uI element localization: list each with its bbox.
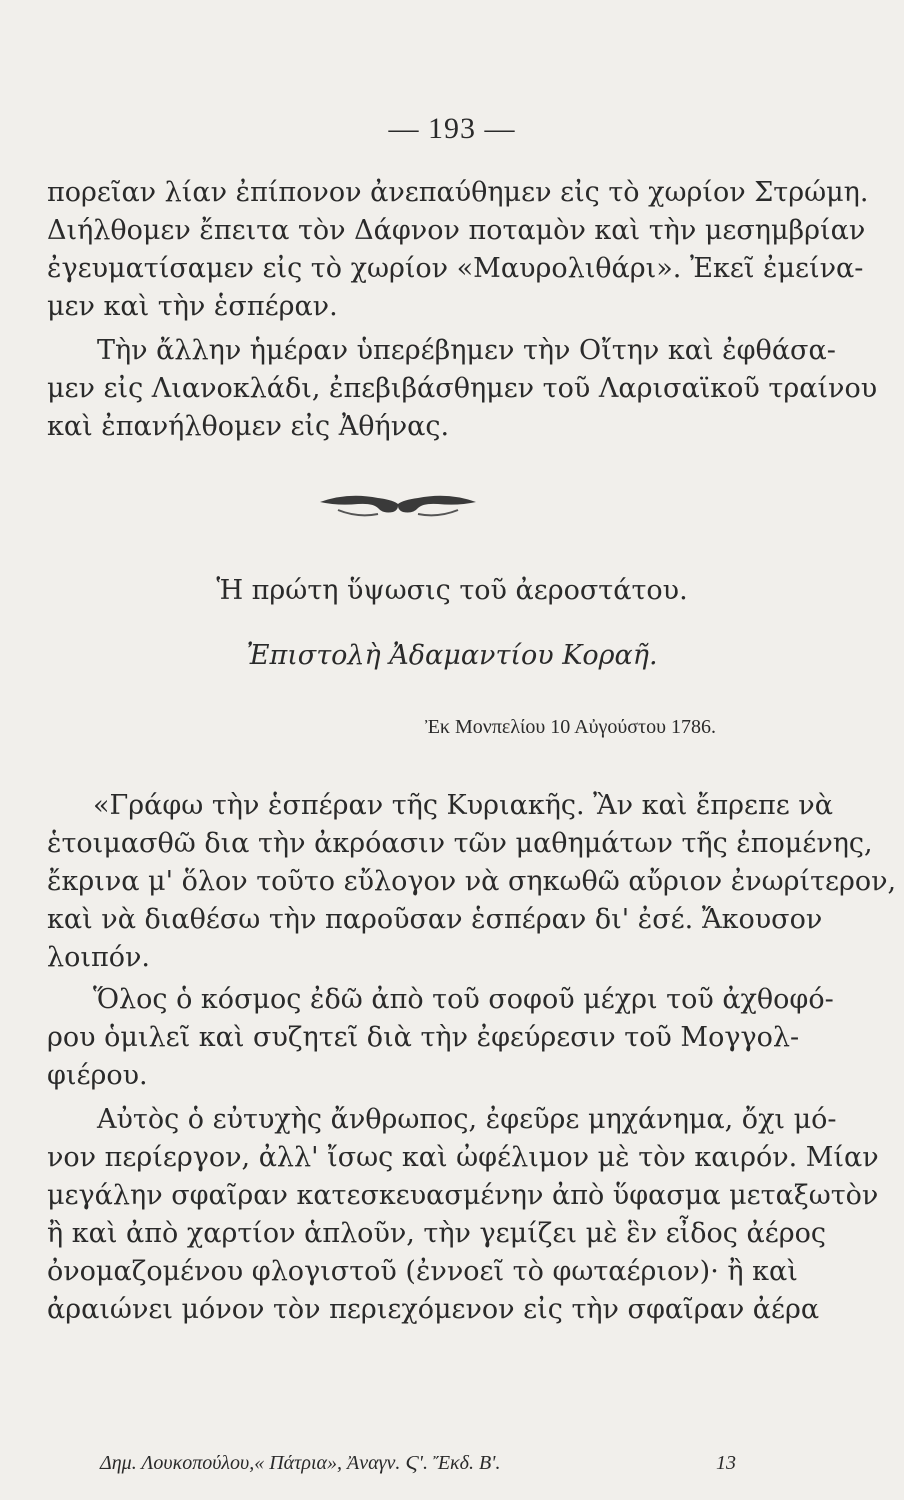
paragraph-4-line: φιέρου.	[47, 1060, 148, 1091]
paragraph-1-line: μεν καὶ τὴν ἑσπέραν.	[47, 291, 338, 322]
paragraph-5-line: ἀραιώνει μόνον τὸν περιεχόμενον εἰς τὴν σφαῖραν ἀέρα	[47, 1294, 820, 1325]
paragraph-5-line: νον περίεργον, ἀλλ' ἴσως καὶ ὠφέλιμον μὲ τὸν καιρόν. Μίαν	[47, 1142, 879, 1173]
paragraph-4-line: ρου ὁμιλεῖ καὶ συζητεῖ διὰ τὴν ἐφεύρεσιν τοῦ Μογγολ-	[47, 1022, 800, 1053]
paragraph-5-line: ὀνομαζομένου φλογιστοῦ (ἐννοεῖ τὸ φωταέριον)· ἢ καὶ	[47, 1256, 798, 1287]
paragraph-4-line: Ὅλος ὁ κόσμος ἐδῶ ἀπὸ τοῦ σοφοῦ μέχρι τοῦ ἀχθοφό-	[93, 984, 834, 1015]
paragraph-3-line: «Γράφω τὴν ἑσπέραν τῆς Κυριακῆς. Ἂν καὶ ἔπρεπε νὰ	[93, 790, 833, 821]
paragraph-5-line: Αὐτὸς ὁ εὐτυχὴς ἄνθρωπος, ἐφεῦρε μηχάνημα, ὄχι μό-	[97, 1104, 837, 1135]
paragraph-2-line: μεν εἰς Λιανοκλάδι, ἐπεβιβάσθημεν τοῦ Λαρισαϊκοῦ τραίνου	[47, 373, 878, 404]
paragraph-2-line: καὶ ἐπανήλθομεν εἰς Ἀθήνας.	[47, 411, 450, 442]
paragraph-1-line: πορεῖαν λίαν ἐπίπονον ἀνεπαύθημεν εἰς τὸ χωρίον Στρώμη.	[47, 177, 869, 208]
section-title: Ἡ πρώτη ὕψωσις τοῦ ἀεροστάτου.	[216, 575, 688, 606]
page-number: — 193 —	[388, 112, 516, 145]
paragraph-5-line: μεγάλην σφαῖραν κατεσκευασμένην ἀπὸ ὕφασμα μεταξωτὸν	[47, 1180, 879, 1211]
paragraph-3-line: ἔκρινα μ' ὅλον τοῦτο εὔλογον νὰ σηκωθῶ αὔριον ἐνωρίτερον,	[47, 866, 897, 897]
paragraph-3-line: λοιπόν.	[47, 942, 150, 973]
ornamental-divider-icon	[318, 488, 478, 524]
page-footer: Δημ. Λουκοπούλου,« Πάτρια», Ἀναγν. Ϛ'. Ἔκδ. Β'.	[100, 1452, 501, 1474]
section-subtitle: Ἐπιστολὴ Ἀδαμαντίου Κοραῆ.	[246, 640, 658, 671]
paragraph-2-line: Τὴν ἄλλην ἡμέραν ὑπερέβημεν τὴν Οἴτην καὶ ἐφθάσα-	[97, 335, 836, 366]
signature-mark: 13	[716, 1452, 736, 1474]
paragraph-1-line: Διήλθομεν ἔπειτα τὸν Δάφνον ποταμὸν καὶ τὴν μεσημβρίαν	[47, 215, 866, 246]
paragraph-5-line: ἢ καὶ ἀπὸ χαρτίον ἁπλοῦν, τὴν γεμίζει μὲ ἓν εἶδος ἀέρος	[47, 1218, 826, 1249]
paragraph-3-line: καὶ νὰ διαθέσω τὴν παροῦσαν ἑσπέραν δι' ἐσέ. Ἄκουσον	[47, 904, 823, 935]
paragraph-3-line: ἑτοιμασθῶ δια τὴν ἀκρόασιν τῶν μαθημάτων τῆς ἐπομένης,	[47, 828, 873, 859]
paragraph-1-line: ἐγευματίσαμεν εἰς τὸ χωρίον «Μαυρολιθάρι». Ἐκεῖ ἐμείνα-	[47, 253, 864, 284]
letter-date: Ἐκ Μονπελίου 10 Αὐγούστου 1786.	[424, 716, 716, 738]
